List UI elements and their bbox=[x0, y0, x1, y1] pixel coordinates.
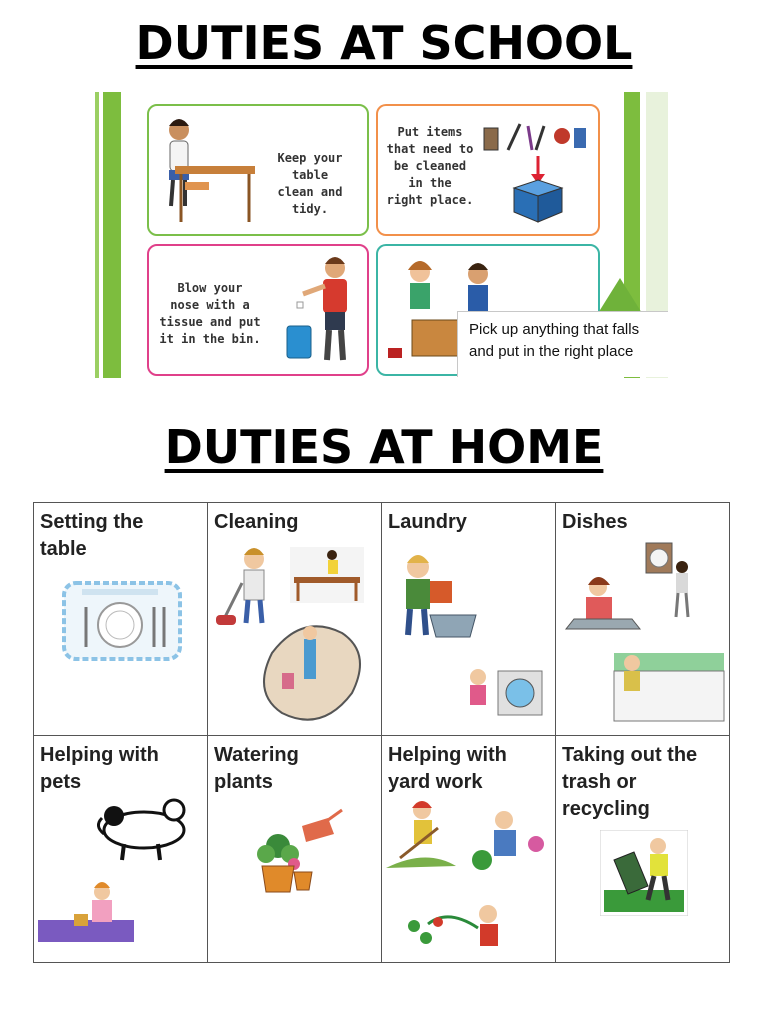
duty-card-put-items bbox=[376, 104, 600, 236]
duty-label: Cleaning bbox=[214, 511, 299, 533]
home-duties-title: DUTIES AT HOME bbox=[164, 420, 604, 474]
duty-cell-yard-work bbox=[382, 736, 556, 963]
duty-cell-laundry bbox=[382, 503, 556, 736]
cleaning-illustration bbox=[212, 543, 376, 729]
trash-illustration bbox=[600, 830, 688, 916]
duty-cell-trash bbox=[556, 736, 730, 963]
school-duties-title: DUTIES AT SCHOOL bbox=[135, 16, 633, 70]
duty-label: Watering plants bbox=[214, 744, 299, 793]
poster-frame-strip bbox=[95, 92, 99, 378]
duty-label: Taking out the trash or recycling bbox=[562, 744, 698, 820]
child-bin-illustration bbox=[281, 250, 365, 370]
duty-card-text: Blow your nose with a tissue and put it in the bin. bbox=[159, 281, 261, 346]
duty-cell-setting-table bbox=[34, 503, 208, 736]
duty-cell-pets bbox=[34, 736, 208, 963]
pick-up-caption: Pick up anything that falls and put in the right place bbox=[457, 311, 668, 377]
duty-label: Laundry bbox=[388, 511, 467, 533]
duty-card-blow-nose bbox=[147, 244, 369, 376]
home-duties-table bbox=[33, 502, 730, 963]
duty-cell-watering bbox=[208, 736, 382, 963]
duty-label: Dishes bbox=[562, 511, 628, 533]
duty-card-text: Keep your table clean and tidy. bbox=[277, 151, 343, 216]
table-row bbox=[34, 503, 730, 736]
items-into-box-illustration bbox=[478, 114, 594, 226]
watering-illustration bbox=[248, 806, 348, 896]
poster-frame-strip bbox=[103, 92, 121, 378]
laundry-illustration bbox=[394, 551, 550, 727]
duty-card-text: Put items that need to be cleaned in the right place. bbox=[386, 125, 474, 207]
dishes-illustration bbox=[558, 539, 728, 729]
duty-label: Helping with yard work bbox=[388, 744, 507, 793]
table-row bbox=[34, 736, 730, 963]
place-setting-illustration bbox=[62, 581, 182, 661]
yard-work-illustration bbox=[386, 798, 552, 958]
pets-illustration bbox=[38, 786, 204, 956]
duty-cell-cleaning bbox=[208, 503, 382, 736]
duty-cell-dishes bbox=[556, 503, 730, 736]
child-at-desk-illustration bbox=[157, 112, 257, 228]
duty-label: Setting the table bbox=[40, 511, 144, 560]
duty-label: Helping with pets bbox=[40, 744, 159, 793]
duty-card-keep-table bbox=[147, 104, 369, 236]
